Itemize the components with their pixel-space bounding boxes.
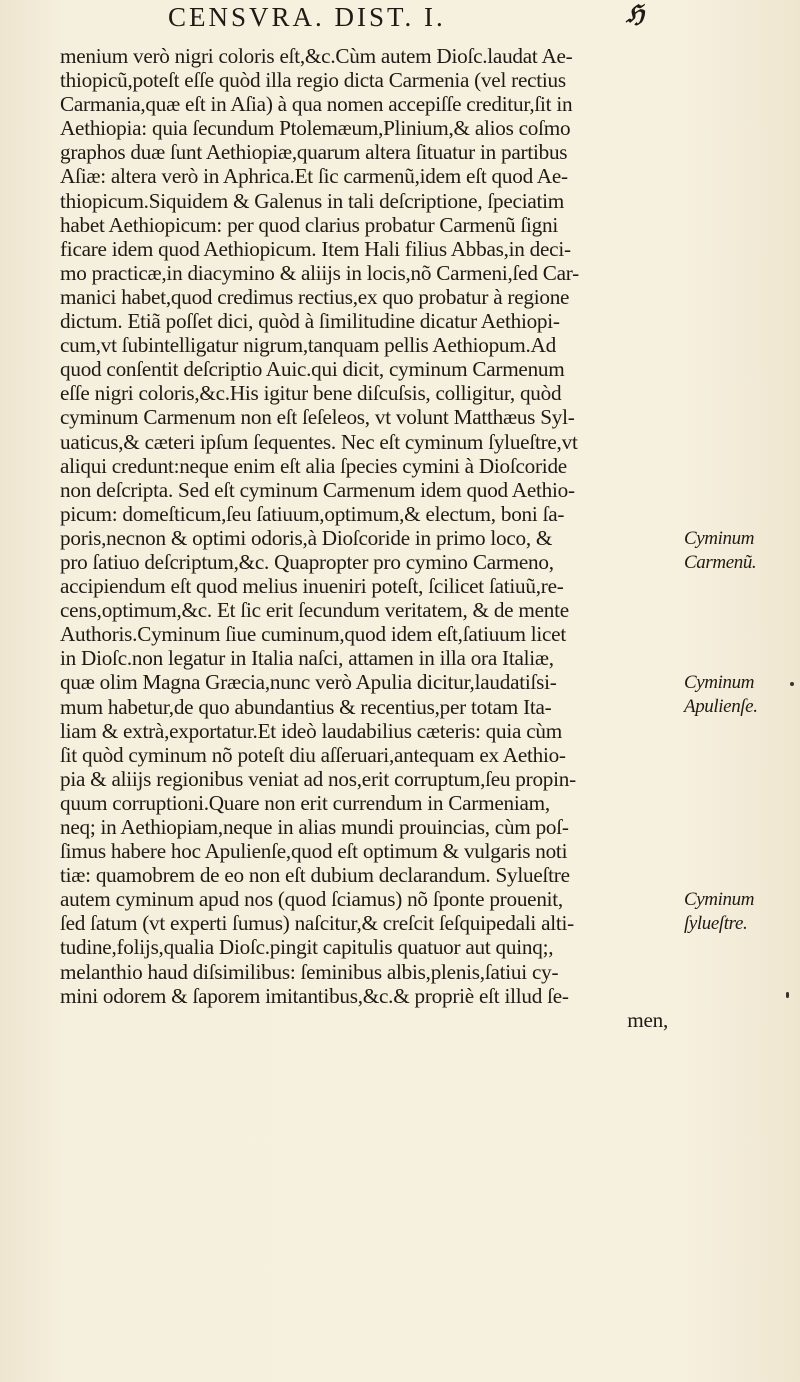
text-line: mini odorem & ſaporem imitantibus,&c.& propriè eſt illud ſe-: [60, 983, 569, 1008]
text-line: autem cyminum apud nos (quod ſciamus) nõ ſponte prouenit,: [60, 887, 563, 912]
text-line: thiopicũ,poteſt eſſe quòd illa regio dicta Carmenia (vel rectius: [60, 68, 566, 93]
text-line: menium verò nigri coloris eſt,&c.Cùm autem Dioſc.laudat Ae-: [60, 44, 573, 68]
margin-note: Cyminum: [684, 889, 755, 910]
text-line: mo practicæ,in diacymino & aliijs in locis,nõ Carmeni,ſed Car-: [60, 260, 579, 285]
text-line: liam & extrà,exportatur.Et ideò laudabilius cæteris: quia cùm: [60, 718, 562, 743]
text-line: Aſiæ: altera verò in Aphrica.Et ſic carmenũ,idem eſt quod Ae-: [60, 164, 568, 189]
text-line: ſimus habere hoc Apulienſe,quod eſt optimum & vulgaris noti: [60, 839, 568, 864]
text-line: graphos duæ ſunt Aethiopiæ,quarum altera ſituatur in partibus: [60, 140, 568, 165]
ink-speck: [790, 682, 794, 686]
text-line: picum: domeſticum,ſeu ſatiuum,optimum,& electum, boni ſa-: [60, 501, 565, 526]
margin-note: Apulienſe.: [684, 696, 758, 717]
text-line: quum corruptioni.Quare non erit currendum in Carmeniam,: [60, 790, 550, 815]
running-head: [168, 2, 728, 36]
text-line: ficare idem quod Aethiopicum. Item Hali filius Abbas,in deci-: [60, 236, 571, 261]
text-line: quod conſentit deſcriptio Auic.qui dicit, cyminum Carmenum: [60, 357, 565, 382]
text-line: poris,necnon & optimi odoris,à Dioſcoride in primo loco, &: [60, 525, 553, 550]
margin-note: Carmenũ.: [684, 552, 757, 573]
text-line: tiæ: quamobrem de eo non eſt dubium declarandum. Sylueſtre: [60, 863, 570, 888]
text-line: in Dioſc.non legatur in Italia naſci, attamen in illa ora Italiæ,: [60, 646, 554, 671]
text-line: dictum. Etiã poſſet dici, quòd à ſimilitudine dicatur Aethiopi-: [60, 309, 560, 334]
text-line: thiopicum.Siquidem & Galenus in tali deſcriptione, ſpeciatim: [60, 188, 564, 213]
text-line: non deſcripta. Sed eſt cyminum Carmenum idem quod Aethio-: [60, 477, 575, 502]
text-line: accipiendum eſt quod melius inueniri poteſt, ſcilicet ſatiuũ,re-: [60, 574, 564, 599]
text-line: Carmania,quæ eſt in Aſia) à qua nomen accepiſſe creditur,ſit in: [60, 92, 573, 117]
text-line: cum,vt ſubintelligatur nigrum,tanquam pellis Aethiopum.Ad: [60, 333, 556, 358]
running-head-title: CENSVRA. DIST. I.: [168, 2, 446, 32]
margin-note: Cyminum: [684, 672, 755, 693]
text-line: ſit quòd cyminum nõ poteſt diu aſſeruari,antequam ex Aethio-: [60, 742, 566, 767]
text-line: pia & aliijs regionibus veniat ad nos,erit corruptum,ſeu propin-: [60, 766, 576, 791]
folio-mark: ℌ: [626, 2, 645, 28]
text-line: uaticus,& cæteri ipſum ſequentes. Nec eſt cyminum ſylueſtre,vt: [60, 429, 578, 454]
ink-speck: [786, 992, 789, 998]
text-line: eſſe nigri coloris,&c.His igitur bene diſcuſsis, colligitur, quòd: [60, 381, 562, 406]
text-line: cyminum Carmenum non eſt ſeſeleos, vt volunt Matthæus Syl-: [60, 405, 575, 430]
text-line: quæ olim Magna Græcia,nunc verò Apulia dicitur,laudatiſsi-: [60, 670, 557, 695]
body-text-column: [60, 44, 670, 1032]
margin-note: Cyminum: [684, 528, 755, 549]
text-line: aliqui credunt:neque enim eſt alia ſpecies cymini à Dioſcoride: [60, 453, 567, 478]
text-line-catchword: men,: [627, 1007, 668, 1032]
text-line: melanthio haud diſsimilibus: ſeminibus albis,plenis,ſatiui cy-: [60, 959, 559, 984]
text-line: neq; in Aethiopiam,neque in alias mundi prouincias, cùm poſ-: [60, 815, 569, 839]
text-line: manici habet,quod credimus rectius,ex quo probatur à regione: [60, 284, 570, 309]
text-line: pro ſatiuo deſcriptum,&c. Quapropter pro cymino Carmeno,: [60, 549, 554, 574]
text-line: cens,optimum,&c. Et ſic erit ſecundum veritatem, & de mente: [60, 598, 569, 623]
text-line: Authoris.Cyminum ſiue cuminum,quod idem eſt,ſatiuum licet: [60, 622, 566, 647]
margin-note: ſylueſtre.: [684, 913, 748, 934]
text-line: tudine,folijs,qualia Dioſc.pingit capitulis quatuor aut quinq;,: [60, 935, 554, 960]
text-line: Aethiopia: quia ſecundum Ptolemæum,Plinium,& alios coſmo: [60, 116, 571, 141]
text-line: mum habetur,de quo abundantius & recentius,per totam Ita-: [60, 694, 552, 719]
text-line: habet Aethiopicum: per quod clarius probatur Carmenũ ſigni: [60, 212, 558, 237]
text-line: ſed ſatum (vt experti ſumus) naſcitur,& creſcit ſeſquipedali alti-: [60, 911, 574, 936]
